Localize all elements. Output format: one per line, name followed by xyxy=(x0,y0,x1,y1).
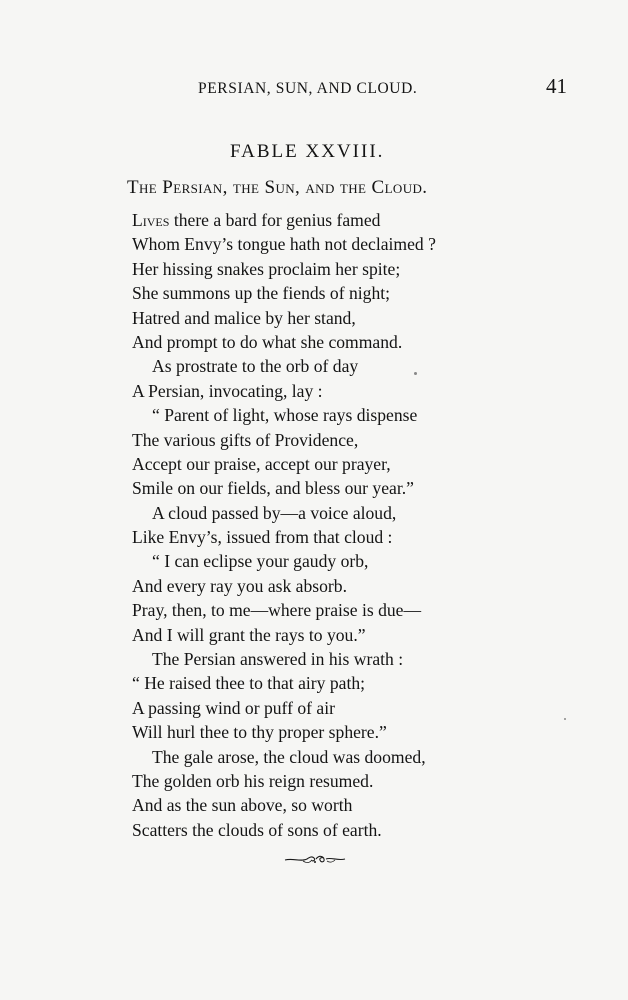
verse-line: And as the sun above, so worth xyxy=(132,795,353,816)
verse-line: A Persian, invocating, lay : xyxy=(132,380,323,401)
verse-line: Like Envy’s, issued from that cloud : xyxy=(132,527,393,548)
poem-verse xyxy=(0,208,628,842)
fable-number: FABLE XXVIII. xyxy=(230,141,385,162)
verse-line: And every ray you ask absorb. xyxy=(132,575,347,596)
verse-line xyxy=(0,208,628,232)
verse-line: And prompt to do what she command. xyxy=(132,331,403,352)
tailpiece-ornament-icon xyxy=(283,851,347,867)
fable-title: The Persian, the Sun, and the Cloud. xyxy=(127,177,428,198)
verse-line: As prostrate to the orb of day xyxy=(152,356,359,377)
verse-line: A cloud passed by—a voice aloud, xyxy=(152,502,397,523)
paper-speck xyxy=(414,372,417,375)
verse-line: Accept our praise, accept our prayer, xyxy=(132,453,391,474)
paper-speck xyxy=(564,718,566,720)
verse-line: Hatred and malice by her stand, xyxy=(132,307,356,328)
running-head: PERSIAN, SUN, AND CLOUD. xyxy=(198,80,418,97)
page-number: 41 xyxy=(546,74,567,98)
verse-line: The golden orb his reign resumed. xyxy=(132,770,374,791)
verse-line: And I will grant the rays to you.” xyxy=(132,624,366,645)
verse-line-rest: there a bard for genius famed xyxy=(169,210,381,230)
verse-line: A passing wind or puff of air xyxy=(132,697,335,718)
verse-line: “ I can eclipse your gaudy orb, xyxy=(152,551,369,572)
verse-line: “ Parent of light, whose rays dispense xyxy=(152,405,418,426)
verse-line: The various gifts of Providence, xyxy=(132,429,359,450)
verse-line: Her hissing snakes proclaim her spite; xyxy=(132,258,401,279)
verse-line: Whom Envy’s tongue hath not declaimed ? xyxy=(132,234,436,255)
verse-line-first-word: Lives xyxy=(132,210,170,230)
verse-line: Scatters the clouds of sons of earth. xyxy=(132,819,382,840)
verse-line: The gale arose, the cloud was doomed, xyxy=(152,746,426,767)
verse-line: The Persian answered in his wrath : xyxy=(152,649,404,670)
verse-line: Pray, then, to me—where praise is due— xyxy=(132,600,422,621)
verse-line: Smile on our fields, and bless our year.” xyxy=(132,478,414,499)
verse-line: Will hurl thee to thy proper sphere.” xyxy=(132,722,387,743)
verse-line: “ He raised thee to that airy path; xyxy=(132,673,366,694)
verse-line: She summons up the fiends of night; xyxy=(132,283,391,304)
